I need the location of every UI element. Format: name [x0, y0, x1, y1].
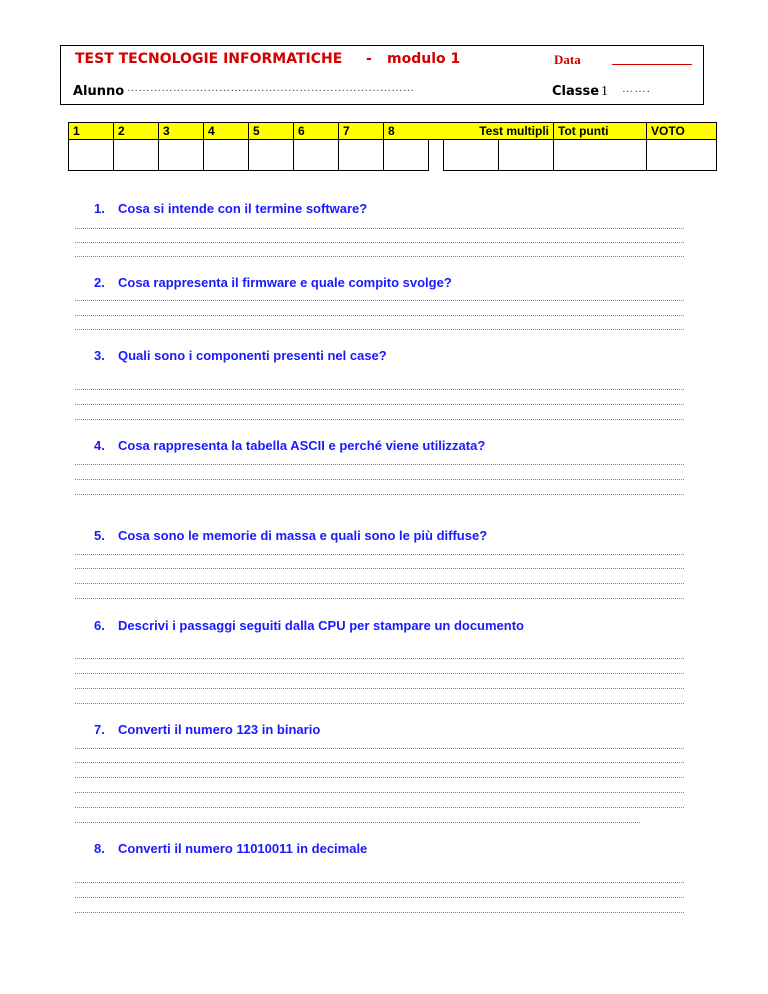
answer-line[interactable]	[75, 464, 684, 465]
module-label: modulo 1	[387, 51, 461, 67]
question-1	[94, 201, 367, 216]
score-header-cell: 1	[69, 123, 114, 140]
title-dash: -	[366, 51, 372, 67]
score-header-cell: 2	[114, 123, 159, 140]
answer-line[interactable]	[75, 568, 684, 569]
question-text: Cosa si intende con il termine software?	[118, 201, 368, 216]
question-number: 6.	[94, 618, 105, 633]
question-text: Cosa rappresenta il firmware e quale compito svolge?	[118, 275, 452, 290]
student-label: Alunno	[73, 84, 125, 99]
score-cell[interactable]	[69, 140, 114, 171]
question-number: 1.	[94, 201, 105, 216]
answer-line[interactable]	[75, 912, 684, 913]
date-field[interactable]	[612, 64, 692, 65]
answer-line[interactable]	[75, 748, 684, 749]
question-number: 5.	[94, 528, 105, 543]
answer-line[interactable]	[75, 882, 684, 883]
answer-line[interactable]	[75, 329, 684, 330]
class-section-field[interactable]: …….	[622, 83, 652, 95]
question-text: Quali sono i componenti presenti nel case?	[118, 348, 387, 363]
answer-line[interactable]	[75, 658, 684, 659]
question-text: Converti il numero 123 in binario	[118, 722, 321, 737]
table-spacer	[429, 140, 444, 171]
score-header-cell: 6	[294, 123, 339, 140]
question-number: 3.	[94, 348, 105, 363]
answer-line[interactable]	[75, 583, 684, 584]
score-header-cell: 8	[384, 123, 429, 140]
score-header-cell: VOTO	[647, 123, 717, 140]
answer-line[interactable]	[75, 822, 640, 823]
class-value: 1	[601, 84, 608, 99]
score-header-cell: Tot punti	[554, 123, 647, 140]
score-cell[interactable]	[159, 140, 204, 171]
score-table	[68, 122, 717, 171]
answer-line[interactable]	[75, 688, 684, 689]
question-6	[94, 618, 524, 633]
score-header-cell: Test multipli	[444, 123, 554, 140]
answer-line[interactable]	[75, 228, 684, 229]
question-3	[94, 348, 387, 363]
answer-line[interactable]	[75, 419, 684, 420]
question-number: 4.	[94, 438, 105, 453]
answer-line[interactable]	[75, 777, 684, 778]
score-cell[interactable]	[294, 140, 339, 171]
question-text: Converti il numero 11010011 in decimale	[118, 841, 368, 856]
answer-line[interactable]	[75, 242, 684, 243]
question-8	[94, 841, 367, 856]
question-text: Descrivi i passaggi seguiti dalla CPU per stampare un documento	[118, 618, 525, 633]
question-text: Cosa rappresenta la tabella ASCII e perché viene utilizzata?	[118, 438, 486, 453]
test-header	[60, 45, 704, 105]
test-title: TEST TECNOLOGIE INFORMATICHE	[75, 51, 343, 67]
answer-line[interactable]	[75, 703, 684, 704]
score-cell[interactable]	[554, 140, 647, 171]
score-cell[interactable]	[114, 140, 159, 171]
question-text: Cosa sono le memorie di massa e quali sono le più diffuse?	[118, 528, 488, 543]
answer-line[interactable]	[75, 404, 684, 405]
answer-line[interactable]	[75, 494, 684, 495]
score-header-cell: 5	[249, 123, 294, 140]
answer-line[interactable]	[75, 807, 684, 808]
answer-line[interactable]	[75, 554, 684, 555]
score-cell[interactable]	[249, 140, 294, 171]
score-cell[interactable]	[384, 140, 429, 171]
question-number: 7.	[94, 722, 105, 737]
answer-line[interactable]	[75, 479, 684, 480]
question-5	[94, 528, 487, 543]
answer-line[interactable]	[75, 389, 684, 390]
question-4	[94, 438, 485, 453]
score-cell[interactable]	[444, 140, 499, 171]
answer-line[interactable]	[75, 598, 684, 599]
question-number: 2.	[94, 275, 105, 290]
score-header-cell: 4	[204, 123, 249, 140]
score-header-row	[69, 123, 717, 140]
answer-line[interactable]	[75, 762, 684, 763]
question-7	[94, 722, 320, 737]
score-cell[interactable]	[647, 140, 717, 171]
score-header-cell: 7	[339, 123, 384, 140]
score-cell[interactable]	[339, 140, 384, 171]
class-label: Classe	[552, 84, 600, 99]
answer-line[interactable]	[75, 792, 684, 793]
answer-line[interactable]	[75, 256, 684, 257]
score-value-row	[69, 140, 717, 171]
answer-line[interactable]	[75, 300, 684, 301]
table-spacer	[429, 123, 444, 140]
answer-line[interactable]	[75, 673, 684, 674]
score-cell[interactable]	[499, 140, 554, 171]
score-header-cell: 3	[159, 123, 204, 140]
date-label: Data	[554, 52, 581, 67]
student-name-field[interactable]: …………………………………………………………………	[127, 82, 415, 94]
answer-line[interactable]	[75, 315, 684, 316]
question-number: 8.	[94, 841, 105, 856]
answer-line[interactable]	[75, 897, 684, 898]
score-cell[interactable]	[204, 140, 249, 171]
question-2	[94, 275, 452, 290]
